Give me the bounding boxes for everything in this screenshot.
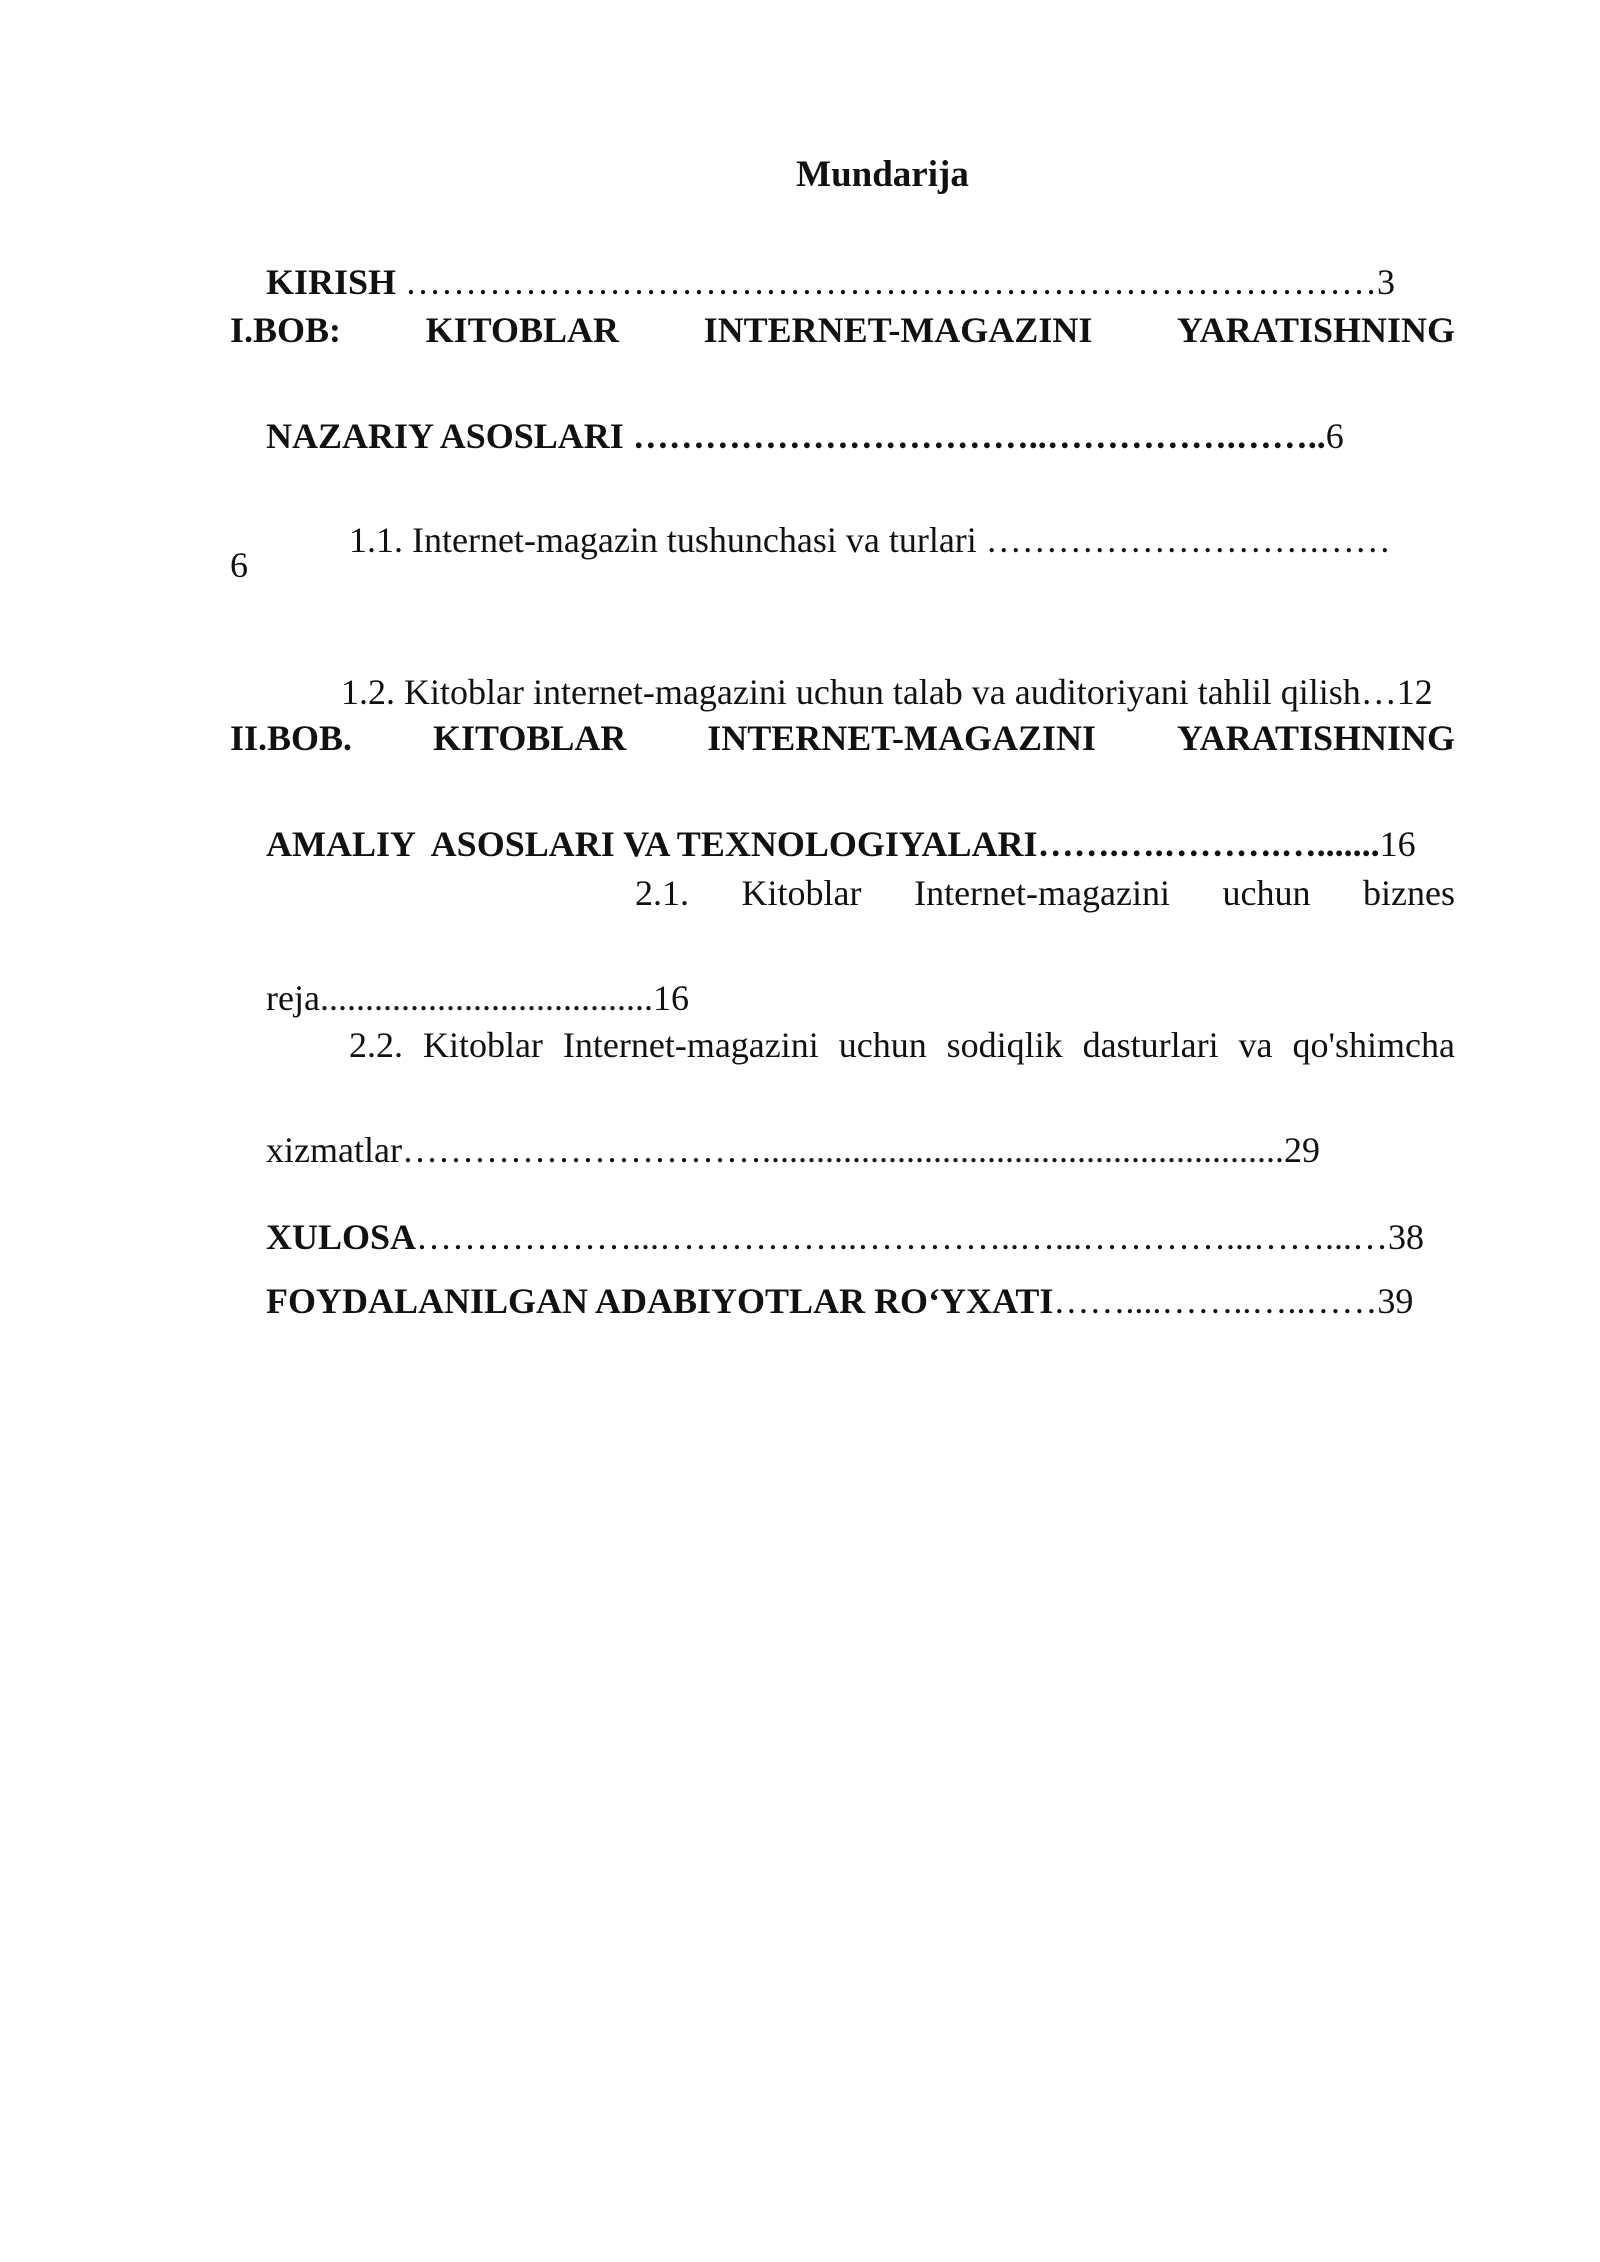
- toc-word: qo'shimcha: [1292, 1025, 1455, 1065]
- toc-entry-bob2-line1: [230, 718, 1455, 758]
- toc-text: xizmatlar: [266, 1130, 402, 1170]
- toc-word: YARATISHNING: [1176, 310, 1455, 350]
- toc-word: Kitoblar: [422, 1025, 543, 1065]
- toc-entry-bob1-line1: [230, 310, 1455, 350]
- toc-word: sodiqlik: [946, 1025, 1063, 1065]
- toc-word: va: [1238, 1025, 1273, 1065]
- toc-entry-2-2-line1: [349, 1025, 1455, 1065]
- toc-heading: FOYDALANILGAN ADABIYOTLAR RO‘YXATI: [266, 1281, 1054, 1321]
- toc-leader: …………………………..........................................................: [401, 1130, 1284, 1170]
- toc-page-number: 6: [230, 545, 248, 585]
- toc-page-number: 16: [1379, 824, 1416, 864]
- toc-page-number: 12: [1396, 672, 1433, 712]
- toc-page-number: 39: [1377, 1281, 1414, 1321]
- toc-entry-bob1-line2: [230, 376, 1344, 496]
- toc-leader: ………………...……………..…………..…...…………...……...…: [416, 1217, 1389, 1257]
- toc-text: reja.....................................: [266, 978, 653, 1018]
- toc-word: Internet-magazini: [914, 873, 1170, 913]
- toc-entry-2-1-line1: [635, 873, 1455, 913]
- toc-word: I.BOB:: [230, 310, 342, 350]
- toc-word: II.BOB.: [230, 718, 353, 758]
- toc-word: Internet-magazini: [562, 1025, 819, 1065]
- toc-leader: …….….……….….......: [1037, 824, 1380, 864]
- toc-word: biznes: [1363, 873, 1455, 913]
- toc-leader: ………………………………………………………………………: [396, 262, 1378, 302]
- toc-page-number: 16: [652, 978, 689, 1018]
- toc-page-number: 38: [1388, 1217, 1425, 1257]
- toc-word: uchun: [838, 1025, 927, 1065]
- toc-word: YARATISHNING: [1176, 718, 1455, 758]
- toc-page-number: 3: [1377, 262, 1396, 302]
- toc-entry-foydalanilgan: [230, 1241, 1413, 1361]
- toc-word: KITOBLAR: [432, 718, 627, 758]
- toc-word: INTERNET-MAGAZINI: [703, 310, 1093, 350]
- toc-word: 2.2.: [349, 1025, 403, 1065]
- toc-leader: ……....……..…..……: [1053, 1281, 1378, 1321]
- toc-page-number: 29: [1283, 1130, 1320, 1170]
- toc-word: dasturlari: [1082, 1025, 1219, 1065]
- toc-heading: AMALIY ASOSLARI VA TEXNOLOGIYALARI: [266, 824, 1038, 864]
- toc-leader: ……………………………..…………….……..: [632, 416, 1326, 456]
- toc-text: 1.2. Kitoblar internet-magazini uchun talab va auditoriyani tahlil qilish…: [341, 672, 1397, 712]
- toc-entry-1-1: [313, 480, 1391, 600]
- toc-heading: KIRISH: [266, 262, 397, 302]
- toc-text: 1.1. Internet-magazin tushunchasi va turlari: [349, 520, 986, 560]
- toc-heading: NAZARIY ASOSLARI: [266, 416, 633, 456]
- toc-page-number: 6: [1325, 416, 1344, 456]
- toc-leader: ……………………….……: [985, 520, 1391, 560]
- page-title: Mundarija: [796, 154, 969, 195]
- toc-word: 2.1.: [635, 873, 689, 913]
- toc-heading: XULOSA: [266, 1217, 417, 1257]
- toc-word: Kitoblar: [741, 873, 862, 913]
- toc-word: KITOBLAR: [425, 310, 620, 350]
- toc-word: INTERNET-MAGAZINI: [707, 718, 1097, 758]
- toc-word: uchun: [1222, 873, 1311, 913]
